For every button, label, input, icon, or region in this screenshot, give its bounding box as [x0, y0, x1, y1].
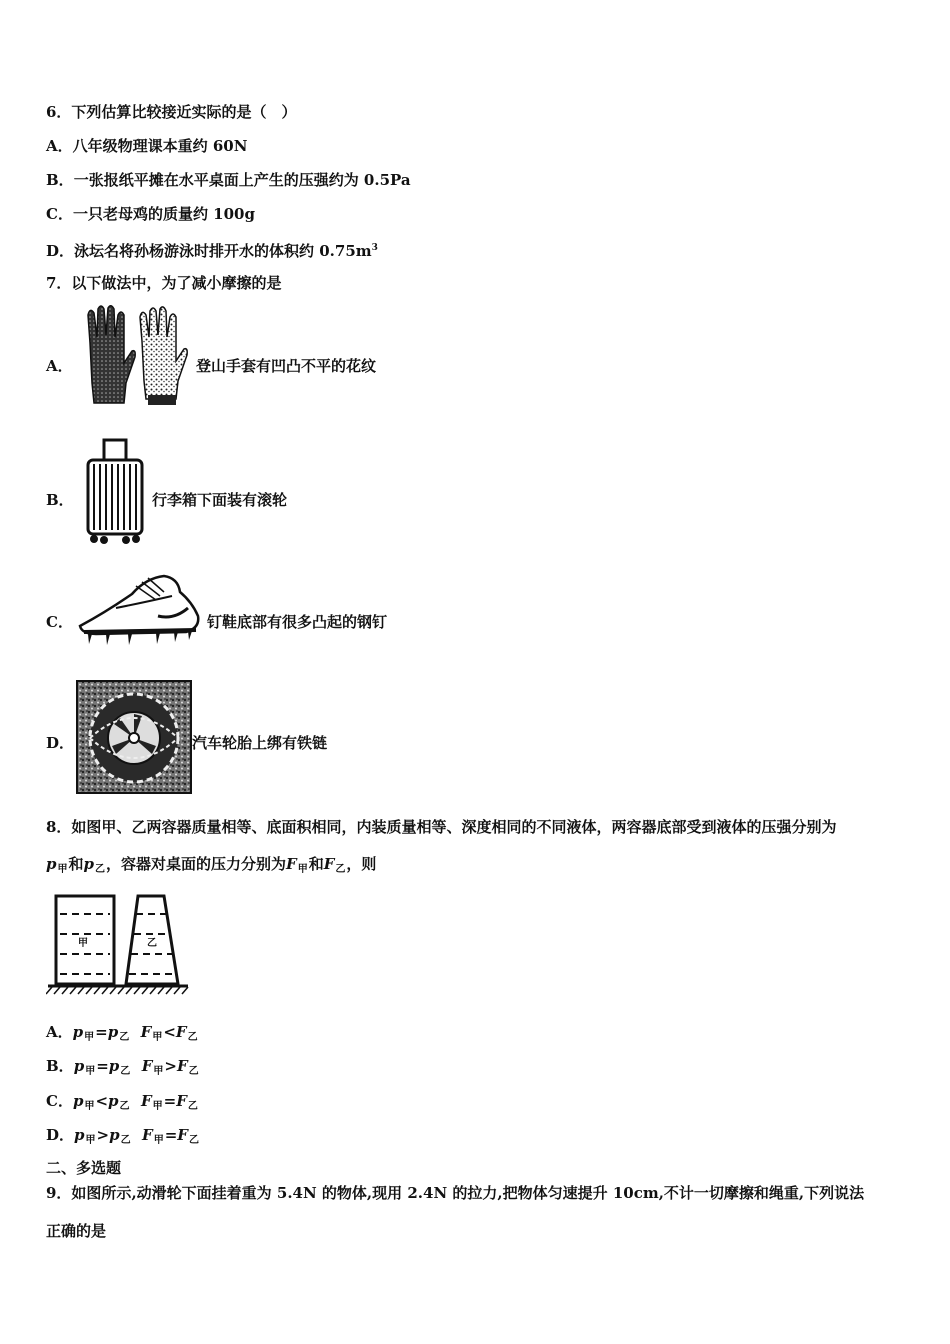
- q6-option-c: [46, 204, 255, 224]
- sub-yi: 乙: [119, 1032, 130, 1043]
- option-label: B．: [46, 1057, 74, 1075]
- relation-f: >: [164, 1057, 177, 1075]
- sub-jia: 甲: [85, 1135, 96, 1146]
- sub-yi: 乙: [187, 1101, 198, 1112]
- var-f: F: [176, 1092, 187, 1110]
- q7-option-b-text: 行李箱下面装有滚轮: [152, 491, 288, 509]
- relation-p: >: [96, 1126, 110, 1144]
- var-f: F: [140, 1092, 152, 1110]
- sub-jia: 甲: [153, 1135, 164, 1146]
- q6-stem: 6．下列估算比较接近实际的是（ ）: [46, 103, 297, 121]
- q7-stem: 7．以下做法中，为了减小摩擦的是: [46, 274, 282, 292]
- var-f: F: [176, 1057, 188, 1075]
- superscript: 3: [371, 243, 378, 253]
- option-text: 一张报纸平摊在水平桌面上产生的压强约为 0.5Pa: [73, 171, 411, 189]
- q7-option-c-text: 钉鞋底部有很多凸起的钢钉: [207, 613, 388, 631]
- sub-yi: 乙: [120, 1135, 131, 1146]
- var-f: F: [141, 1057, 153, 1075]
- relation-p: =: [96, 1057, 109, 1075]
- sub-jia: 甲: [297, 864, 308, 875]
- containers-drawing: [46, 890, 191, 998]
- relation-f: <: [163, 1023, 176, 1041]
- sub-jia: 甲: [153, 1066, 164, 1077]
- var-f: F: [142, 1126, 153, 1144]
- var-p: p: [108, 1057, 120, 1075]
- q7-option-a-label: A．: [46, 357, 73, 375]
- q7-option-d-text: 汽车轮胎上绑有铁链: [192, 734, 328, 752]
- sub-yi: 乙: [187, 1032, 198, 1043]
- sub-jia: 甲: [152, 1032, 163, 1043]
- sub-yi: 乙: [188, 1135, 199, 1146]
- q6-option-a: [46, 136, 247, 156]
- relation-f: =: [164, 1126, 178, 1144]
- spike-shoe-image: [76, 572, 204, 648]
- q7-option-d-label: D．: [46, 734, 75, 752]
- var-p: p: [109, 1126, 120, 1144]
- two-containers-figure: [46, 890, 191, 998]
- option-label: A．: [46, 137, 73, 155]
- option-text: 一只老母鸡的质量约 100g: [72, 205, 255, 223]
- suitcase-image: [82, 436, 148, 546]
- sub-jia: 甲: [84, 1101, 95, 1112]
- sub-yi: 乙: [120, 1066, 131, 1077]
- var-p: p: [46, 855, 57, 873]
- gloves-image: [80, 303, 195, 411]
- q8-stem-line1: 8．如图甲、乙两容器质量相等、底面积相同，内装质量相等、深度相同的不同液体，两容器底部受到液体的压强分别为: [46, 818, 837, 836]
- var-f: F: [286, 855, 297, 873]
- var-f: F: [177, 1126, 188, 1144]
- q7-option-a-text: 登山手套有凹凸不平的花纹: [196, 357, 377, 375]
- option-label: A．: [46, 1023, 73, 1041]
- var-f: F: [323, 855, 335, 873]
- q8-stem-line2: [46, 854, 376, 880]
- var-p: p: [74, 1126, 85, 1144]
- option-text: 泳坛名将孙杨游泳时排开水的体积约 0.75m: [74, 242, 372, 260]
- stem-mid: ，容器对桌面的压力分别为: [106, 855, 287, 873]
- option-label: C．: [46, 1092, 73, 1110]
- var-p: p: [108, 1092, 119, 1110]
- option-label: D．: [46, 242, 75, 260]
- section-title: 二、多选题: [46, 1159, 122, 1177]
- sub-yi: 乙: [119, 1101, 130, 1112]
- q8-option-c: [46, 1091, 199, 1117]
- var-p: p: [72, 1023, 84, 1041]
- sub-yi: 乙: [335, 864, 346, 875]
- q9-stem-line2: 正确的是: [46, 1222, 107, 1240]
- var-f: F: [175, 1023, 187, 1041]
- sub-jia: 甲: [57, 864, 68, 875]
- sub-jia: 甲: [84, 1032, 95, 1043]
- chained-tire-image: [76, 680, 192, 794]
- var-p: p: [107, 1023, 119, 1041]
- container-label-yi: 乙: [147, 938, 157, 949]
- sub-jia: 甲: [85, 1066, 96, 1077]
- q9-stem-line1: 9．如图所示,动滑轮下面挂着重为 5.4N 的物体,现用 2.4N 的拉力,把物体匀速提升 10cm,不计一切摩擦和绳重,下列说法: [46, 1184, 865, 1202]
- var-p: p: [83, 855, 95, 873]
- q7-option-c-label: C．: [46, 613, 73, 631]
- relation-p: =: [95, 1023, 108, 1041]
- conj-he: 和: [308, 855, 324, 873]
- q6-option-d: [46, 238, 378, 261]
- option-label: C．: [46, 205, 73, 223]
- option-label: B．: [46, 171, 74, 189]
- option-text: 八年级物理课本重约 60N: [72, 137, 248, 155]
- var-f: F: [140, 1023, 152, 1041]
- sub-jia: 甲: [152, 1101, 163, 1112]
- sub-yi: 乙: [188, 1066, 199, 1077]
- var-p: p: [73, 1057, 85, 1075]
- q8-option-d: [46, 1125, 200, 1151]
- container-label-jia: 甲: [78, 938, 88, 949]
- relation-p: <: [95, 1092, 109, 1110]
- option-label: D．: [46, 1126, 75, 1144]
- q8-option-a: [46, 1022, 199, 1048]
- q8-option-b: [46, 1056, 200, 1082]
- q7-option-b-label: B．: [46, 491, 74, 509]
- relation-f: =: [163, 1092, 177, 1110]
- conj-he: 和: [68, 855, 84, 873]
- var-p: p: [72, 1092, 84, 1110]
- q6-option-b: [46, 170, 411, 190]
- sub-yi: 乙: [95, 864, 106, 875]
- stem-end: ，则: [346, 855, 377, 873]
